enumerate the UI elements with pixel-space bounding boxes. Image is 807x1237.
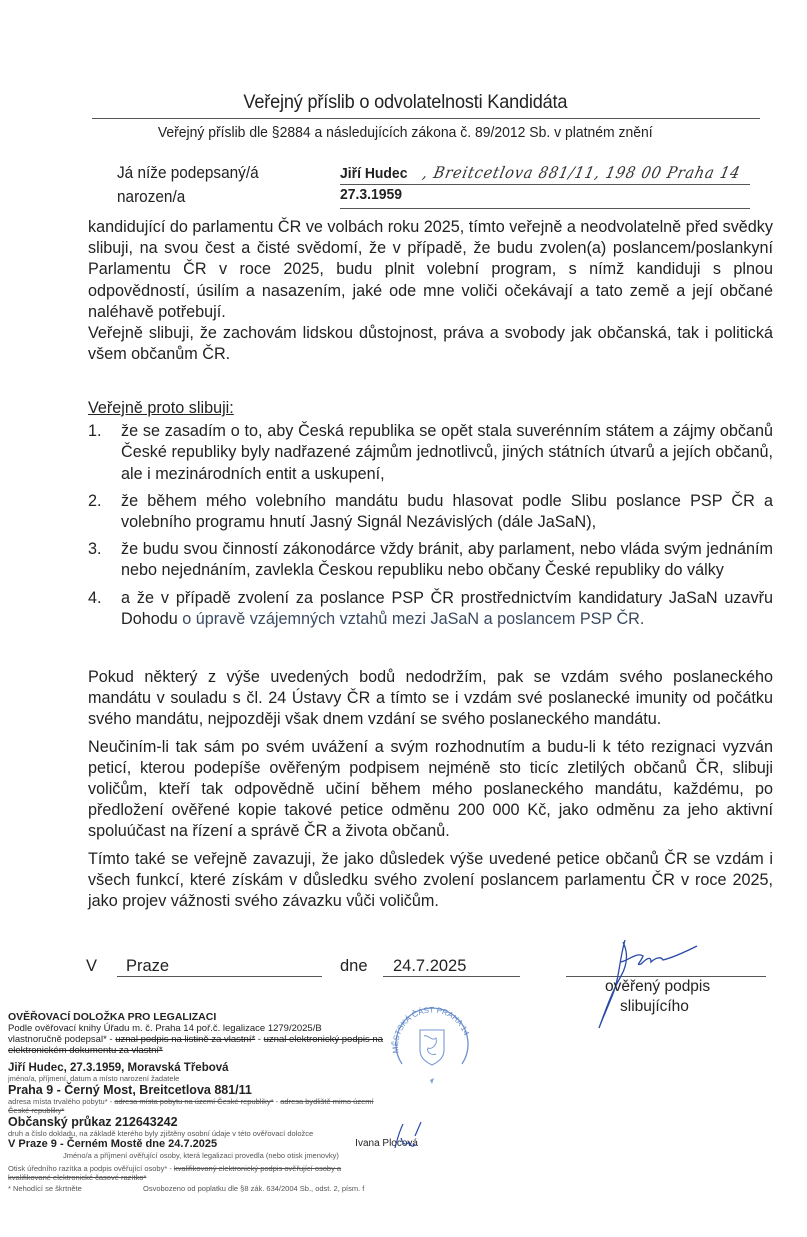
verification-heading: OVĚŘOVACÍ DOLOŽKA PRO LEGALIZACI (8, 1011, 217, 1023)
verifier-name: Ivana Plocová (355, 1138, 418, 1149)
place-underline (117, 976, 322, 977)
promise-item (88, 588, 773, 630)
struck-option-1: uznal podpis na listině za vlastní* (115, 1034, 256, 1045)
address-struck-1: adresa místa pobytu na území České republiky* (114, 1097, 274, 1106)
promise-text: že se zasadím o to, aby Česká republika se opět stala suverénním státem a zájmy občanů České republiky byly nadřazené zájmům jednotlivců, jiných státních útvarů a jejích občanů, ale i mezinárodních entit a uskupení, (121, 422, 773, 483)
address-struck-2: adresa bydliště mimo území České republiky* (8, 1097, 374, 1115)
fee-note: Osvobozeno od poplatku dle §8 zák. 634/2004 Sb., odst. 2, písm. f (143, 1184, 365, 1193)
handwritten-address: , Breitcetlova 881/11, 198 00 Praha 14 (420, 163, 743, 182)
intro-paragraph-1: kandidující do parlamentu ČR ve volbách roku 2025, tímto veřejně a neodvolatelně před svědky slibuji, na svou čest a čisté svědomí, že v případě, že budu zvolen(a) poslancem/poslankyní Parlamentu ČR v roce 2025, budu plnit volební program, s nímž kandiduji s plnou odpovědností, úsilím a nasazením, jaké ode mne voliči očekávají a tato země a její občané naléhavě potřebují. (88, 218, 773, 321)
place-value: Praze (126, 957, 170, 975)
svg-text:MĚSTSKÁ ČÁST PRAHA 14: MĚSTSKÁ ČÁST PRAHA 14 (390, 1005, 471, 1054)
applicant-caption: jméno/a, příjmení, datum a místo narození žadatele (8, 1074, 180, 1083)
document-title: Veřejný příslib o odvolatelnosti Kandidáta (243, 91, 568, 113)
birth-date-underline (340, 208, 750, 209)
name-underline (340, 184, 750, 185)
stamp-struck: kvalifikovaný elektronický podpis ověřující osoby a kvalifikované elektronické časové razítko* (8, 1164, 342, 1182)
signed-label: Já níže podepsaný/á (117, 164, 259, 182)
promises-list (88, 421, 773, 630)
closing-paragraph-3: Tímto také se veřejně zavazuji, že jako důsledek výše uvedené petice občanů ČR se vzdám i všech funkcí, které získám v důsledku svého zvolení poslancem parlamentu ČR v roce 2025, jako projev vážnosti svého závazku vůči voličům. (88, 849, 773, 911)
separator: - (255, 1034, 264, 1045)
promise-text: že během mého volebního mandátu budu hlasovat podle Slibu poslance PSP ČR a volebního programu hnutí Jasný Signál Nezávislých (dále JaSaN), (121, 491, 773, 532)
promise-number: 2. (88, 491, 102, 510)
struck-option-2: uznal elektronický podpis na elektronickém dokumentu za vlastní* (8, 1034, 383, 1056)
promise-item (88, 491, 773, 533)
separator: - (273, 1097, 281, 1106)
candidate-name: Jiří Hudec (340, 165, 408, 182)
official-stamp-icon (382, 998, 482, 1093)
signature-caption-1: ověřený podpis (605, 978, 711, 995)
promise-number: 1. (88, 422, 102, 441)
date-label: dne (340, 957, 368, 975)
id-document: Občanský průkaz 212643242 (8, 1115, 178, 1129)
address-caption: adresa místa trvalého pobytu* - (8, 1097, 115, 1106)
register-line: Podle ověřovací knihy Úřadu m. č. Praha 14 poř.č. legalizace (8, 1023, 268, 1034)
applicant-address: Praha 9 - Černý Most, Breitcetlova 881/11 (8, 1083, 252, 1097)
place-and-date: V Praze 9 - Černém Mostě dne 24.7.2025 (8, 1138, 218, 1150)
closing-paragraph-2: Neučiním-li tak sám po svém uvážení a svým rozhodnutím a budu-li k této rezignaci vyzván peticí, kterou podepíše ověřeným podpisem nejméně sto ticíc zletilých občanů ČR, slibuji voličům, kteří tak odpovědně učiní během mého poslaneckého mandátu, každému, po předložení ověřené kopie takové petice odměnu 200 000 Kč, jako odměnu za jeho aktivní spoluúčast na řízení a správě ČR a života občanů. (88, 737, 773, 841)
signature-caption-2: slibujícího (620, 998, 689, 1015)
stamp-caption: Otisk úředního razítka a podpis ověřující osoby* - (8, 1164, 174, 1173)
promise-item (88, 421, 773, 485)
place-label: V (86, 957, 98, 975)
promise-text-highlight: o úpravě vzájemných vztahů mezi JaSaN a poslancem PSP ČR. (182, 609, 645, 628)
applicant-info: Jiří Hudec, 27.3.1959, Moravská Třebová (8, 1062, 229, 1074)
birth-date: 27.3.1959 (340, 186, 403, 203)
promise-number: 3. (88, 540, 102, 559)
promise-text: a že v případě zvolení za poslance PSP ČR prostřednictvím kandidatury JaSaN uzavřu Dohodu (121, 588, 773, 628)
date-underline (383, 976, 520, 977)
footnote: * Nehodící se škrtněte (8, 1184, 82, 1193)
verifier-signature-icon (385, 1118, 430, 1158)
verifier-caption: Jméno/a a příjmení ověřující osoby, která legalizaci provedla (nebo otisk jmenovky) (63, 1151, 339, 1160)
promise-text: že budu svou činností zákonodárce vždy bránit, aby parlament, nebo vláda svým jednáním nebo nejednáním, zavlekla Českou republiku nebo občany České republiky do války (121, 540, 773, 580)
promises-heading: Veřejně proto slibuji: (88, 399, 234, 417)
document-subtitle: Veřejný příslib dle §2884 a následujících zákona č. 89/2012 Sb. v platném znění (157, 124, 653, 141)
date-value: 24.7.2025 (393, 957, 467, 975)
intro-paragraph-2: Veřejně slibuji, že zachovám lidskou důstojnost, práva a svobody jak občanská, tak i politická všem občanům ČR. (88, 324, 773, 364)
title-divider (92, 118, 760, 119)
promise-number: 4. (88, 588, 102, 607)
born-label: narozen/a (117, 188, 186, 206)
closing-section (88, 667, 773, 912)
intro-section (88, 217, 773, 365)
promises-section (88, 398, 773, 630)
id-caption: druh a číslo dokladu, na základě kterého byly zjištěny osobní údaje v této ověřovací doložce (8, 1129, 314, 1138)
register-number: 1279/2025/B (267, 1023, 322, 1034)
promise-item (88, 539, 773, 581)
verification-clause (8, 1011, 418, 1194)
closing-paragraph-1: Pokud některý z výše uvedených bodů nedodržím, pak se vzdám svého poslaneckého mandátu v souladu s čl. 24 Ústavy ČR a tímto se i vzdám své poslanecké imunity od počátku svého mandátu, nejpozději však dnem vzdání se svého poslaneckého mandátu. (88, 668, 773, 729)
signed-personally: vlastnoručně podepsal* - (8, 1034, 116, 1045)
